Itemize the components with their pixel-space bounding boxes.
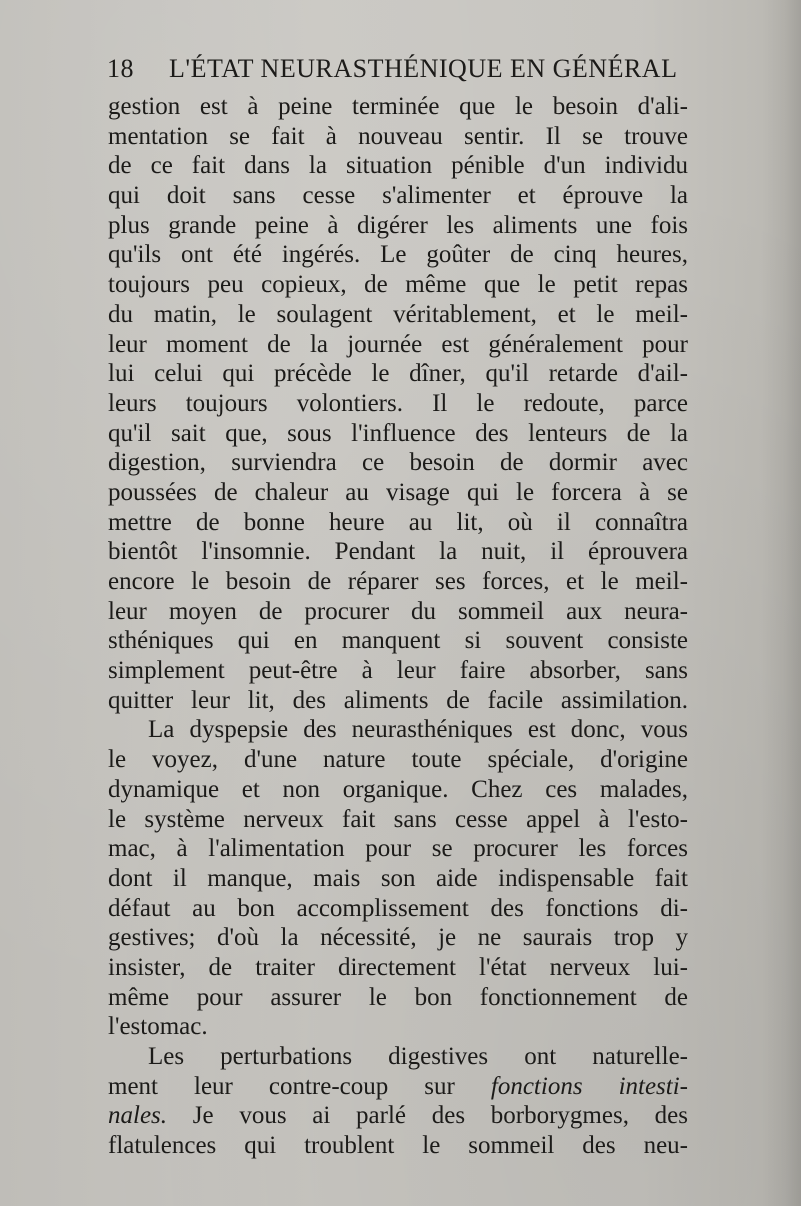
italic-phrase: fonctions intesti- (490, 1072, 688, 1100)
text-line: le voyez, d'une nature toute spéciale, d'origine (108, 746, 688, 774)
paragraph-end-line: l'estomac. (108, 1013, 208, 1041)
text-line: du matin, le soulagent véritablement, et le meil- (108, 300, 688, 328)
text-line: défaut au bon accomplissement des fonctions di- (108, 894, 688, 922)
text-line: sthéniques qui en manquent si souvent consiste (108, 627, 688, 655)
text-line: mac, à l'alimentation pour se procurer les forces (108, 835, 688, 863)
text-line: lui celui qui précède le dîner, qu'il retarde d'ail- (108, 360, 688, 388)
page-number: 18 (107, 54, 134, 83)
text-line: digestion, surviendra ce besoin de dormir avec (108, 449, 688, 477)
text-line: dynamique et non organique. Chez ces malades, (108, 775, 688, 803)
text-line: le système nerveux fait sans cesse appel à l'esto- (108, 805, 688, 833)
text-line: mentation se fait à nouveau sentir. Il se trouve (108, 122, 688, 150)
running-head (107, 54, 707, 94)
page-edge-shadow (761, 0, 801, 1206)
text-line: qu'ils ont été ingérés. Le goûter de cinq heures, (108, 241, 688, 269)
text-line: leur moyen de procurer du sommeil aux neura- (108, 597, 688, 625)
text-line: mettre de bonne heure au lit, où il connaîtra (108, 508, 688, 536)
text-segment: Je vous ai parlé des borborygmes, des (192, 1102, 688, 1130)
text-line: insister, de traiter directement l'état nerveux lui- (108, 953, 688, 981)
text-line-with-italic (108, 1072, 688, 1102)
text-line: leur moment de la journée est généralement pour (108, 330, 688, 358)
text-line: dont il manque, mais son aide indispensable fait (108, 864, 688, 892)
running-title: L'ÉTAT NEURASTHÉNIQUE EN GÉNÉRAL (169, 54, 678, 83)
paragraph-start-line: Les perturbations digestives ont naturelle- (148, 1043, 688, 1070)
text-line: gestives; d'où la nécessité, je ne saurais trop y (108, 924, 688, 952)
text-line: gestion est à peine terminée que le besoin d'ali- (108, 93, 688, 120)
text-line: simplement peut-être à leur faire absorber, sans (108, 657, 688, 685)
text-line: leurs toujours volontiers. Il le redoute, parce (108, 389, 688, 417)
text-segment: ment leur contre-coup sur (108, 1072, 455, 1100)
text-line: quitter leur lit, des aliments de facile assimilation. (108, 686, 688, 714)
text-line: flatulences qui troublent le sommeil des neu- (108, 1132, 688, 1160)
text-line: encore le besoin de réparer ses forces, et le meil- (108, 568, 688, 595)
text-line: même pour assurer le bon fonctionnement de (108, 983, 688, 1011)
body-text (108, 92, 688, 1161)
text-line: poussées de chaleur au visage qui le forcera à se (108, 478, 688, 506)
paragraph-start-line: La dyspepsie des neurasthéniques est donc, vous (148, 716, 688, 744)
text-line: toujours peu copieux, de même que le petit repas (108, 271, 688, 299)
italic-phrase: nales. (108, 1102, 168, 1130)
text-line: bientôt l'insomnie. Pendant la nuit, il éprouvera (108, 538, 688, 566)
text-line-with-italic (108, 1101, 688, 1131)
text-line: de ce fait dans la situation pénible d'un individu (108, 152, 688, 180)
text-line: plus grande peine à digérer les aliments une fois (108, 211, 688, 239)
text-line: qui doit sans cesse s'alimenter et éprouve la (108, 182, 688, 210)
text-line: qu'il sait que, sous l'influence des lenteurs de la (108, 419, 688, 447)
